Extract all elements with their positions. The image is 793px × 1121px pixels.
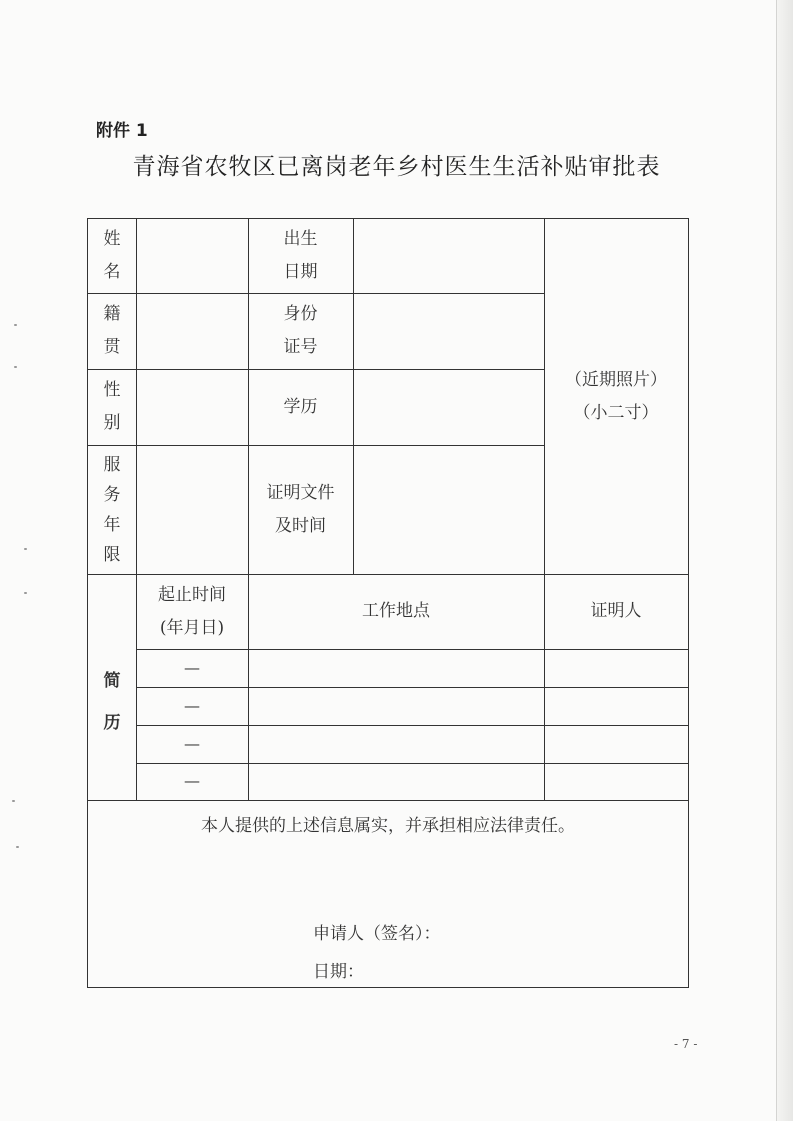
scan-speck (24, 592, 27, 594)
resume-row-2-witness[interactable] (544, 687, 688, 725)
proof-document-label: 证明文件 及时间 (266, 482, 335, 536)
date-label: 日期： (313, 961, 364, 982)
resume-label: 简 历 (103, 671, 121, 733)
resume-row-4-witness[interactable] (544, 763, 688, 800)
resume-row-1-period[interactable]: — (184, 657, 200, 677)
service-years-value[interactable] (136, 445, 248, 574)
resume-row-4-period[interactable]: — (184, 771, 200, 791)
education-value[interactable] (353, 369, 544, 445)
education-label: 学历 (283, 396, 318, 417)
form-title: 青海省农牧区已离岗老年乡村医生生活补贴审批表 (132, 154, 661, 180)
service-years-label: 服 务 年 限 (103, 454, 121, 565)
native-place-label: 籍 贯 (103, 304, 121, 357)
gender-label: 性 别 (103, 380, 121, 433)
page-number: - 7 - (674, 1037, 698, 1051)
applicant-signature-label: 申请人（签名）： (313, 923, 441, 944)
id-number-value[interactable] (353, 293, 544, 369)
approval-form-table (87, 218, 689, 988)
scan-speck (24, 548, 27, 550)
declaration-statement: 本人提供的上述信息属实，并承担相应法律责任。 (201, 815, 575, 836)
photo-placeholder[interactable]: （近期照片） （小二寸） (565, 369, 667, 423)
resume-row-4-workplace[interactable] (248, 763, 544, 800)
scan-speck (14, 366, 17, 368)
resume-row-3-period[interactable]: — (184, 733, 200, 753)
native-place-value[interactable] (136, 293, 248, 369)
attachment-label: 附件 1 (96, 121, 148, 141)
gender-value[interactable] (136, 369, 248, 445)
resume-row-2-period[interactable]: — (184, 695, 200, 715)
resume-period-header: 起止时间 (年月日) (158, 584, 226, 638)
resume-row-3-witness[interactable] (544, 725, 688, 763)
name-value[interactable] (136, 219, 248, 293)
id-number-label: 身份 证号 (283, 304, 318, 357)
resume-row-1-witness[interactable] (544, 649, 688, 687)
resume-row-2-workplace[interactable] (248, 687, 544, 725)
name-label: 姓 名 (103, 229, 121, 282)
scan-speck (14, 324, 17, 326)
birth-date-label: 出生 日期 (283, 229, 318, 282)
scan-speck (16, 846, 19, 848)
proof-document-value[interactable] (353, 445, 544, 574)
scan-speck (12, 800, 15, 802)
resume-row-3-workplace[interactable] (248, 725, 544, 763)
resume-witness-header: 证明人 (590, 601, 642, 622)
resume-workplace-header: 工作地点 (362, 601, 430, 622)
resume-row-1-workplace[interactable] (248, 649, 544, 687)
birth-date-value[interactable] (353, 219, 544, 293)
